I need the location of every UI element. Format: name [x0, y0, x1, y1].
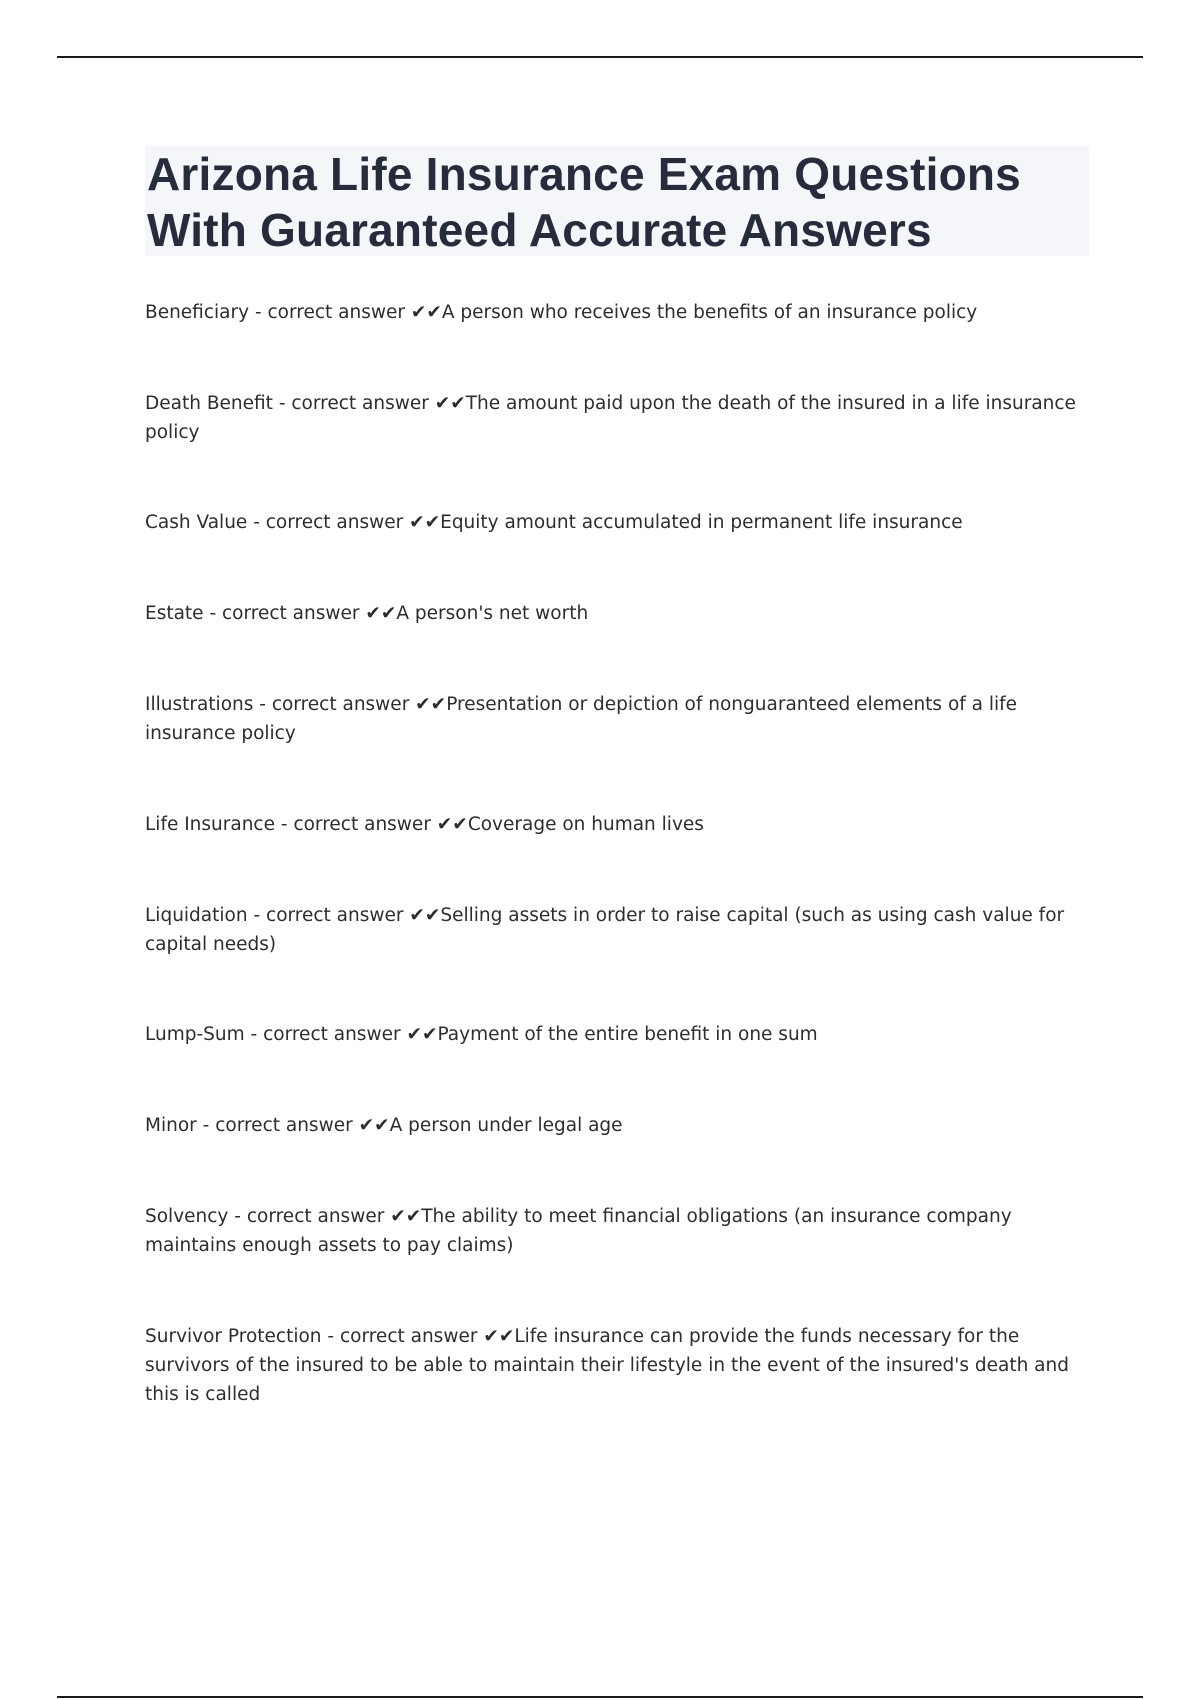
- qa-answer: Selling assets in order to raise capital (such as using cash value for capital needs): [145, 905, 1065, 955]
- answer-marker: - correct answer ✔✔: [202, 1115, 390, 1136]
- answer-marker: - correct answer ✔✔: [278, 393, 466, 414]
- qa-term: Estate: [145, 603, 204, 624]
- qa-answer: Payment of the entire benefit in one sum: [437, 1024, 818, 1045]
- qa-entry-life-insurance: [145, 810, 1085, 839]
- qa-answer: A person under legal age: [389, 1115, 623, 1136]
- qa-term: Beneficiary: [145, 302, 250, 323]
- qa-entry-estate: [145, 599, 1085, 628]
- qa-term: Illustrations: [145, 694, 254, 715]
- qa-entry-solvency: [145, 1202, 1085, 1260]
- qa-answer: Coverage on human lives: [467, 814, 704, 835]
- qa-entry-illustrations: [145, 690, 1085, 748]
- qa-entry-cash-value: [145, 508, 1085, 537]
- qa-entry-death-benefit: [145, 389, 1085, 447]
- qa-entry-liquidation: [145, 901, 1085, 959]
- answer-marker: - correct answer ✔✔: [250, 1024, 438, 1045]
- answer-marker: - correct answer ✔✔: [280, 814, 468, 835]
- answer-marker: - correct answer ✔✔: [327, 1326, 515, 1347]
- qa-entry-beneficiary: [145, 298, 1085, 327]
- qa-term: Lump-Sum: [145, 1024, 245, 1045]
- qa-term: Solvency: [145, 1206, 229, 1227]
- qa-term: Death Benefit: [145, 393, 273, 414]
- qa-answer: The amount paid upon the death of the insured in a life insurance policy: [145, 393, 1076, 443]
- qa-term: Survivor Protection: [145, 1326, 322, 1347]
- qa-entry-lump-sum: [145, 1020, 1085, 1049]
- answer-marker: - correct answer ✔✔: [253, 512, 441, 533]
- answer-marker: - correct answer ✔✔: [253, 905, 441, 926]
- bottom-divider: [57, 1696, 1143, 1698]
- top-divider: [57, 56, 1143, 58]
- qa-term: Cash Value: [145, 512, 248, 533]
- title-block: [145, 146, 1089, 256]
- answer-marker: - correct answer ✔✔: [234, 1206, 422, 1227]
- qa-answer: The ability to meet financial obligations (an insurance company maintains enough assets to pay claims): [145, 1206, 1012, 1256]
- qa-answer: A person's net worth: [396, 603, 589, 624]
- qa-entry-minor: [145, 1111, 1085, 1140]
- qa-answer: Equity amount accumulated in permanent life insurance: [440, 512, 963, 533]
- qa-term: Minor: [145, 1115, 197, 1136]
- qa-term: Liquidation: [145, 905, 248, 926]
- qa-answer: Life insurance can provide the funds necessary for the survivors of the insured to be able to maintain their lifestyle in the event of the insured's death and this is called: [145, 1326, 1069, 1405]
- answer-marker: - correct answer ✔✔: [259, 694, 447, 715]
- page-title: Arizona Life Insurance Exam Questions With Guaranteed Accurate Answers: [147, 148, 1021, 256]
- answer-marker: - correct answer ✔✔: [209, 603, 397, 624]
- answer-marker: - correct answer ✔✔: [254, 302, 442, 323]
- qa-entry-survivor-protection: [145, 1322, 1085, 1409]
- qa-answer: A person who receives the benefits of an insurance policy: [441, 302, 978, 323]
- qa-answer: Presentation or depiction of nonguaranteed elements of a life insurance policy: [145, 694, 1018, 744]
- qa-term: Life Insurance: [145, 814, 275, 835]
